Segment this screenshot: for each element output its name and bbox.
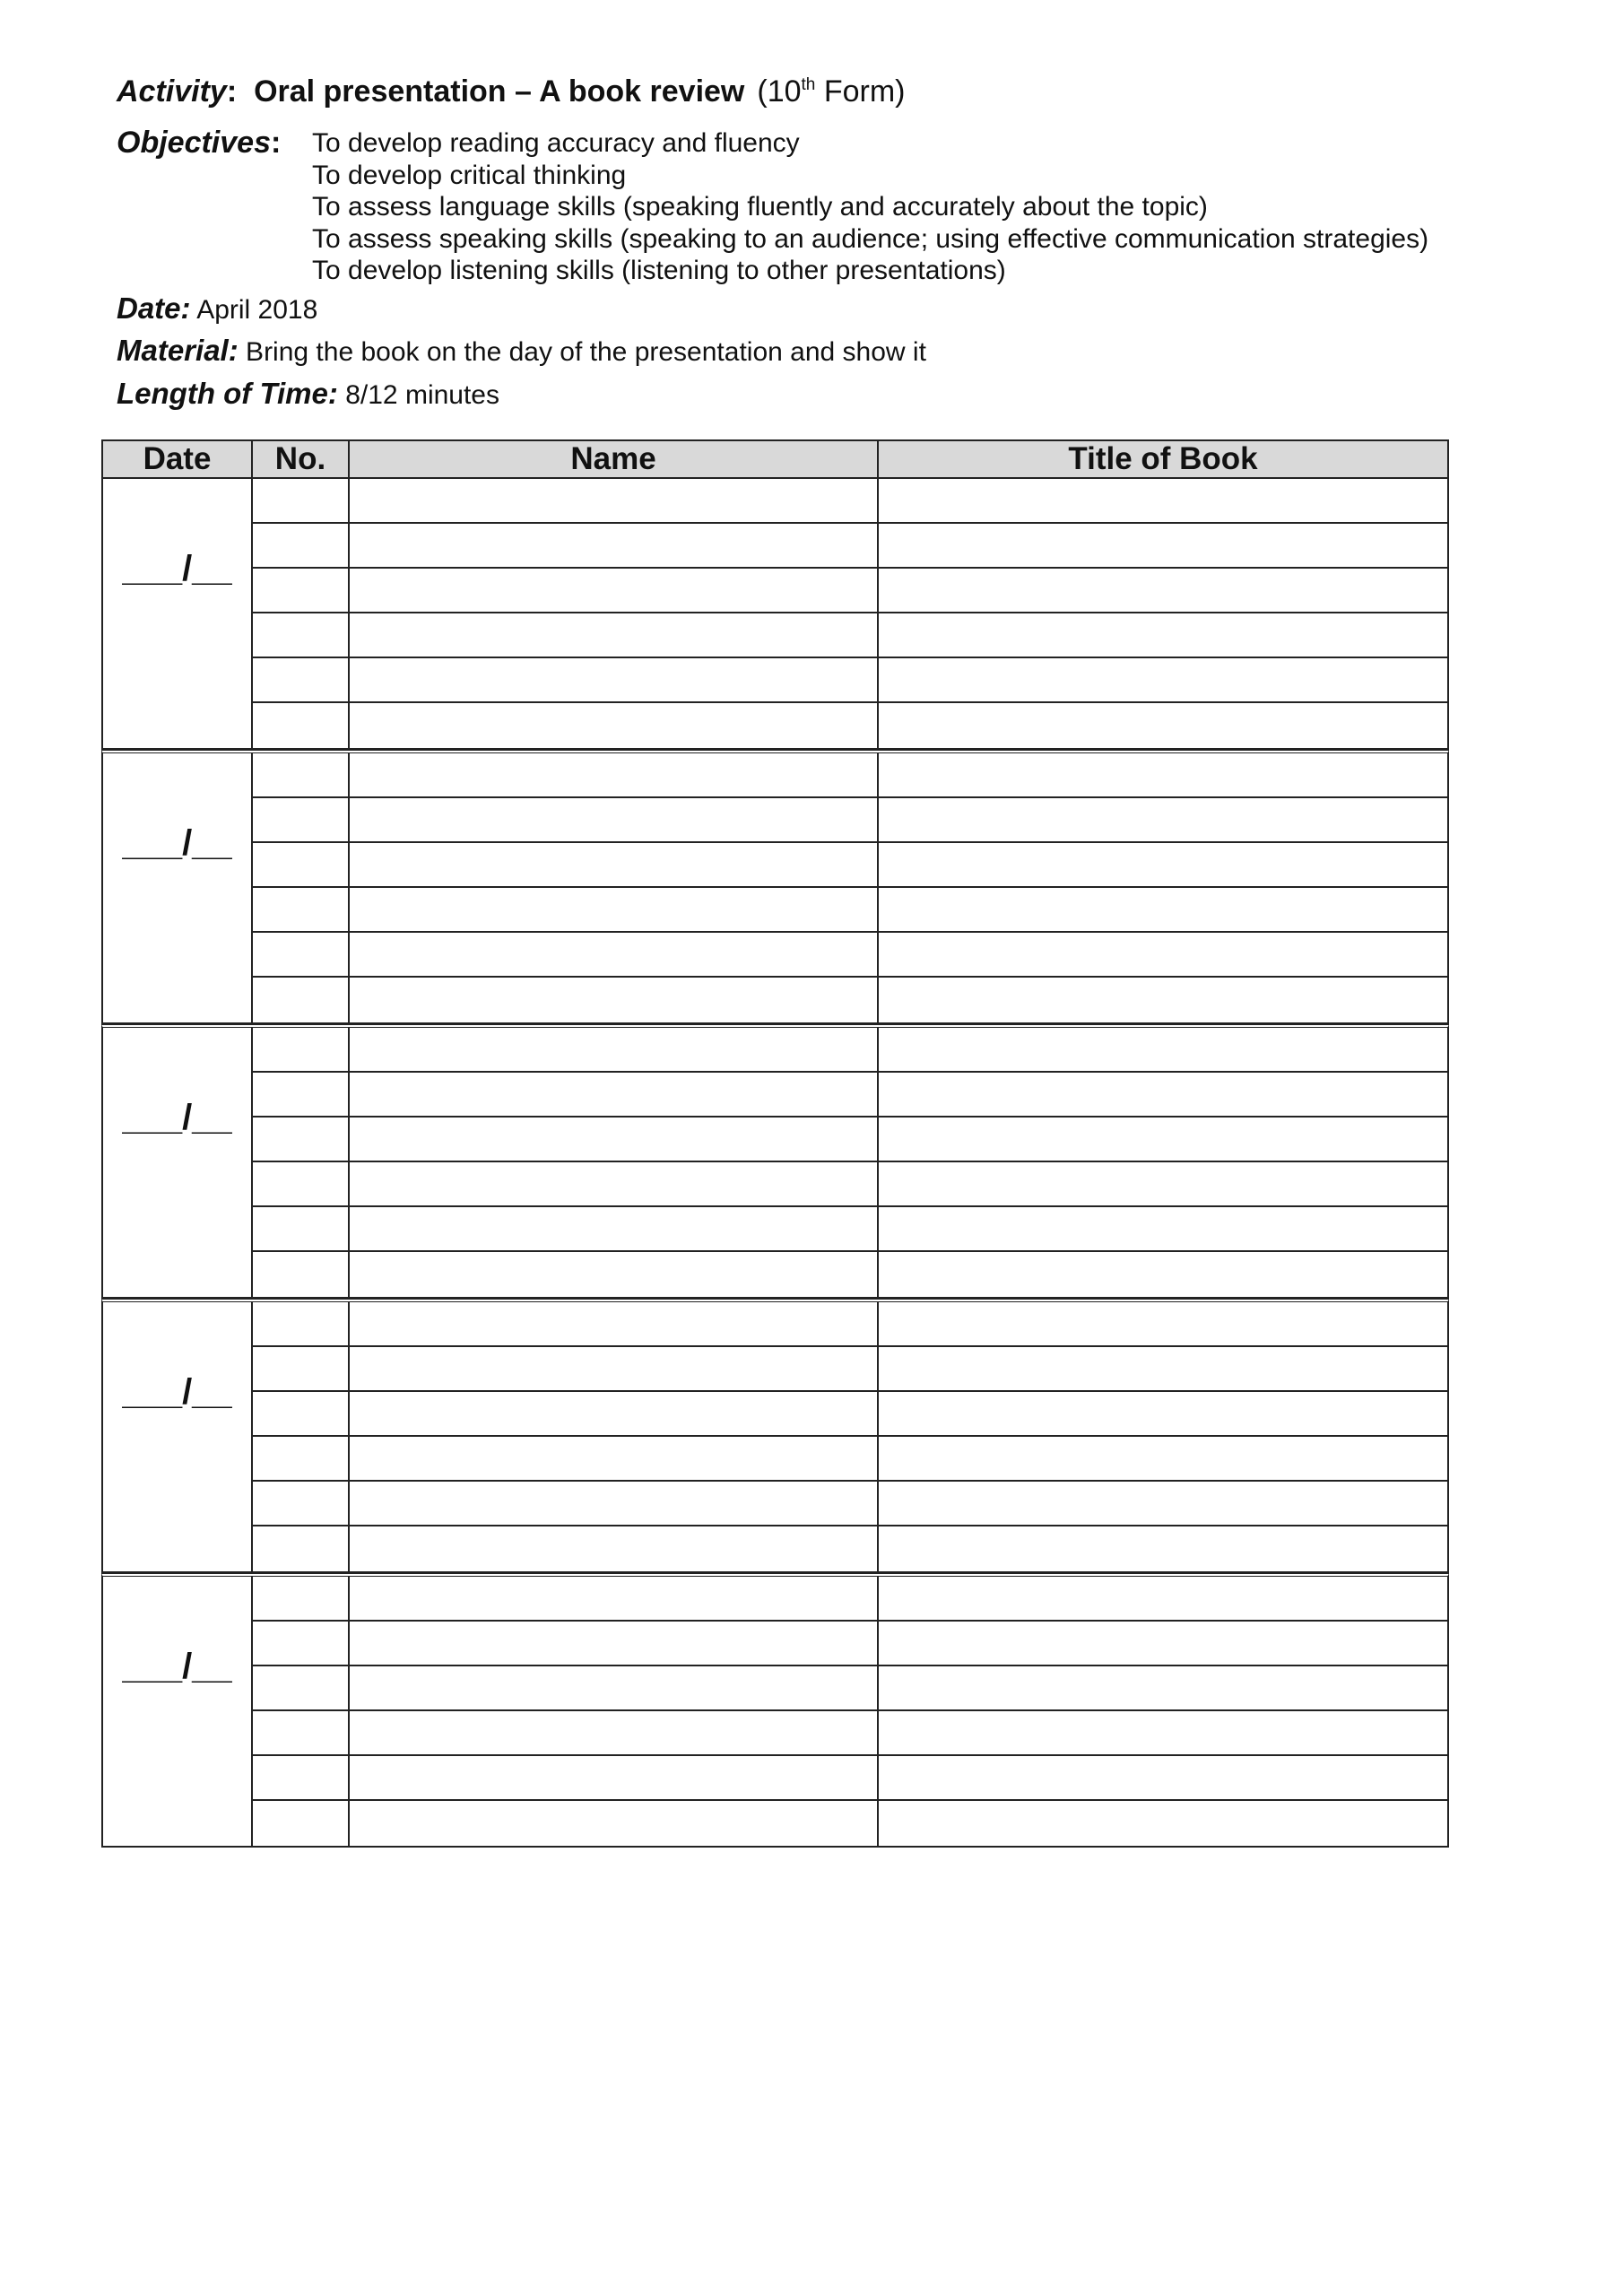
date-blank: ___/__ bbox=[122, 1098, 232, 1137]
number-cell[interactable] bbox=[253, 1347, 350, 1390]
name-cell[interactable] bbox=[350, 658, 879, 701]
book-title-cell[interactable] bbox=[879, 1392, 1447, 1435]
name-cell[interactable] bbox=[350, 933, 879, 976]
book-title-cell[interactable] bbox=[879, 1711, 1447, 1754]
material-line bbox=[117, 333, 1515, 375]
table-row bbox=[253, 524, 1447, 569]
group-rows bbox=[253, 753, 1447, 1022]
date-cell[interactable] bbox=[103, 1302, 253, 1571]
name-cell[interactable] bbox=[350, 888, 879, 931]
table-row bbox=[253, 1756, 1447, 1801]
table-row bbox=[253, 798, 1447, 843]
number-cell[interactable] bbox=[253, 524, 350, 567]
number-cell[interactable] bbox=[253, 1756, 350, 1799]
date-cell[interactable] bbox=[103, 479, 253, 748]
number-cell[interactable] bbox=[253, 933, 350, 976]
book-title-cell[interactable] bbox=[879, 753, 1447, 796]
book-title-cell[interactable] bbox=[879, 1028, 1447, 1071]
name-cell[interactable] bbox=[350, 1666, 879, 1709]
table-row bbox=[253, 1437, 1447, 1482]
length-separator: : bbox=[327, 377, 338, 410]
name-cell[interactable] bbox=[350, 1347, 879, 1390]
objective-item: To assess language skills (speaking fluently and accurately about the topic) bbox=[312, 192, 1208, 222]
material-value: Bring the book on the day of the presentation and show it bbox=[238, 337, 926, 367]
number-cell[interactable] bbox=[253, 1162, 350, 1205]
table-row bbox=[253, 1482, 1447, 1526]
table-body bbox=[101, 479, 1449, 1848]
activity-line bbox=[117, 70, 1515, 113]
book-title-cell[interactable] bbox=[879, 1073, 1447, 1116]
number-cell[interactable] bbox=[253, 1437, 350, 1480]
number-cell[interactable] bbox=[253, 1118, 350, 1161]
table-row bbox=[253, 933, 1447, 978]
length-value: 8/12 minutes bbox=[337, 380, 499, 410]
number-cell[interactable] bbox=[253, 1028, 350, 1071]
number-cell[interactable] bbox=[253, 703, 350, 748]
table-row bbox=[253, 1622, 1447, 1666]
number-cell[interactable] bbox=[253, 1666, 350, 1709]
objective-item: To assess speaking skills (speaking to an audience; using effective communication strategies) bbox=[312, 223, 1429, 254]
table-row bbox=[253, 703, 1447, 748]
number-cell[interactable] bbox=[253, 1252, 350, 1297]
book-title-cell[interactable] bbox=[879, 978, 1447, 1022]
name-cell[interactable] bbox=[350, 1302, 879, 1345]
column-header-date: Date bbox=[103, 441, 253, 477]
book-title-cell[interactable] bbox=[879, 1252, 1447, 1297]
number-cell[interactable] bbox=[253, 843, 350, 886]
book-title-cell[interactable] bbox=[879, 613, 1447, 657]
date-blank: ___/__ bbox=[122, 823, 232, 863]
name-cell[interactable] bbox=[350, 479, 879, 522]
name-cell[interactable] bbox=[350, 1028, 879, 1071]
name-cell[interactable] bbox=[350, 569, 879, 612]
date-group bbox=[101, 1299, 1449, 1573]
number-cell[interactable] bbox=[253, 1392, 350, 1435]
book-title-cell[interactable] bbox=[879, 843, 1447, 886]
table-row bbox=[253, 978, 1447, 1022]
table-row bbox=[253, 888, 1447, 933]
objectives-label-wrap bbox=[117, 126, 281, 160]
objective-item: To develop listening skills (listening to other presentations) bbox=[312, 256, 1006, 285]
table-row bbox=[253, 1207, 1447, 1252]
length-label: Length of Time bbox=[117, 377, 328, 410]
date-label: Date: bbox=[117, 291, 191, 325]
book-title-cell[interactable] bbox=[879, 1577, 1447, 1620]
book-title-cell[interactable] bbox=[879, 888, 1447, 931]
table-row bbox=[253, 1302, 1447, 1347]
date-group bbox=[101, 479, 1449, 750]
activity-separator: : bbox=[226, 74, 238, 109]
name-cell[interactable] bbox=[350, 753, 879, 796]
table-row bbox=[253, 1252, 1447, 1297]
activity-title: Oral presentation – A book review bbox=[254, 74, 745, 109]
name-cell[interactable] bbox=[350, 1252, 879, 1297]
objectives-list bbox=[312, 127, 1428, 287]
number-cell[interactable] bbox=[253, 1801, 350, 1846]
date-group bbox=[101, 1573, 1449, 1848]
group-rows bbox=[253, 479, 1447, 748]
presentation-schedule-table bbox=[101, 439, 1449, 1848]
length-line bbox=[117, 375, 1515, 419]
table-row bbox=[253, 1162, 1447, 1207]
table-row bbox=[253, 1073, 1447, 1118]
book-title-cell[interactable] bbox=[879, 1207, 1447, 1250]
name-cell[interactable] bbox=[350, 1526, 879, 1571]
table-row bbox=[253, 1028, 1447, 1073]
date-line bbox=[117, 291, 1515, 333]
name-cell[interactable] bbox=[350, 1073, 879, 1116]
table-row bbox=[253, 1577, 1447, 1622]
activity-form bbox=[757, 74, 905, 109]
date-blank: ___/__ bbox=[122, 1372, 232, 1412]
group-rows bbox=[253, 1028, 1447, 1297]
table-header-row bbox=[101, 439, 1449, 479]
name-cell[interactable] bbox=[350, 613, 879, 657]
table-row bbox=[253, 1118, 1447, 1162]
objective-item: To develop critical thinking bbox=[312, 160, 627, 190]
name-cell[interactable] bbox=[350, 1162, 879, 1205]
book-title-cell[interactable] bbox=[879, 703, 1447, 748]
date-blank: ___/__ bbox=[122, 1647, 232, 1686]
table-row bbox=[253, 479, 1447, 524]
book-title-cell[interactable] bbox=[879, 798, 1447, 841]
number-cell[interactable] bbox=[253, 658, 350, 701]
activity-form-ordinal: th bbox=[801, 75, 816, 94]
book-title-cell[interactable] bbox=[879, 1162, 1447, 1205]
date-group bbox=[101, 1024, 1449, 1299]
name-cell[interactable] bbox=[350, 798, 879, 841]
column-header-name: Name bbox=[350, 441, 879, 477]
number-cell[interactable] bbox=[253, 978, 350, 1022]
column-header-number: No. bbox=[253, 441, 350, 477]
book-title-cell[interactable] bbox=[879, 1347, 1447, 1390]
number-cell[interactable] bbox=[253, 569, 350, 612]
book-title-cell[interactable] bbox=[879, 1437, 1447, 1480]
book-title-cell[interactable] bbox=[879, 524, 1447, 567]
book-title-cell[interactable] bbox=[879, 1482, 1447, 1525]
date-group bbox=[101, 750, 1449, 1024]
book-title-cell[interactable] bbox=[879, 1666, 1447, 1709]
name-cell[interactable] bbox=[350, 843, 879, 886]
group-rows bbox=[253, 1302, 1447, 1571]
table-row bbox=[253, 1526, 1447, 1571]
book-title-cell[interactable] bbox=[879, 569, 1447, 612]
date-blank: ___/__ bbox=[122, 549, 232, 588]
name-cell[interactable] bbox=[350, 1756, 879, 1799]
table-row bbox=[253, 1347, 1447, 1392]
group-rows bbox=[253, 1577, 1447, 1846]
book-title-cell[interactable] bbox=[879, 658, 1447, 701]
name-cell[interactable] bbox=[350, 1392, 879, 1435]
table-row bbox=[253, 753, 1447, 798]
number-cell[interactable] bbox=[253, 1526, 350, 1571]
book-title-cell[interactable] bbox=[879, 1118, 1447, 1161]
table-row bbox=[253, 1801, 1447, 1846]
table-row bbox=[253, 1392, 1447, 1437]
activity-label: Activity bbox=[117, 74, 227, 109]
name-cell[interactable] bbox=[350, 1437, 879, 1480]
book-title-cell[interactable] bbox=[879, 1756, 1447, 1799]
material-label: Material bbox=[117, 334, 229, 367]
book-title-cell[interactable] bbox=[879, 1622, 1447, 1665]
date-cell[interactable] bbox=[103, 1577, 253, 1846]
number-cell[interactable] bbox=[253, 888, 350, 931]
objectives-block bbox=[117, 126, 1515, 287]
name-cell[interactable] bbox=[350, 703, 879, 748]
activity-form-open: (10 bbox=[757, 74, 802, 109]
number-cell[interactable] bbox=[253, 1302, 350, 1345]
book-title-cell[interactable] bbox=[879, 1526, 1447, 1571]
table-row bbox=[253, 569, 1447, 613]
date-cell[interactable] bbox=[103, 1028, 253, 1297]
name-cell[interactable] bbox=[350, 1622, 879, 1665]
table-row bbox=[253, 613, 1447, 658]
number-cell[interactable] bbox=[253, 1207, 350, 1250]
name-cell[interactable] bbox=[350, 1801, 879, 1846]
table-row bbox=[253, 1666, 1447, 1711]
name-cell[interactable] bbox=[350, 1711, 879, 1754]
book-title-cell[interactable] bbox=[879, 1302, 1447, 1345]
objectives-label: Objectives bbox=[117, 126, 271, 160]
book-title-cell[interactable] bbox=[879, 933, 1447, 976]
name-cell[interactable] bbox=[350, 1482, 879, 1525]
book-title-cell[interactable] bbox=[879, 479, 1447, 522]
number-cell[interactable] bbox=[253, 1482, 350, 1525]
name-cell[interactable] bbox=[350, 1577, 879, 1620]
name-cell[interactable] bbox=[350, 1207, 879, 1250]
book-title-cell[interactable] bbox=[879, 1801, 1447, 1846]
table-row bbox=[253, 658, 1447, 703]
name-cell[interactable] bbox=[350, 978, 879, 1022]
number-cell[interactable] bbox=[253, 1711, 350, 1754]
material-separator: : bbox=[228, 334, 239, 367]
date-cell[interactable] bbox=[103, 753, 253, 1022]
column-header-book-title: Title of Book bbox=[1068, 441, 1258, 476]
name-cell[interactable] bbox=[350, 1118, 879, 1161]
number-cell[interactable] bbox=[253, 613, 350, 657]
table-row bbox=[253, 1711, 1447, 1756]
table-row bbox=[253, 843, 1447, 888]
objectives-separator: : bbox=[270, 126, 282, 160]
activity-form-close: Form) bbox=[815, 74, 906, 109]
number-cell[interactable] bbox=[253, 1622, 350, 1665]
name-cell[interactable] bbox=[350, 524, 879, 567]
number-cell[interactable] bbox=[253, 753, 350, 796]
date-value: April 2018 bbox=[190, 295, 318, 325]
worksheet-header bbox=[117, 70, 1515, 419]
objective-item: To develop reading accuracy and fluency bbox=[312, 128, 800, 158]
number-cell[interactable] bbox=[253, 479, 350, 522]
number-cell[interactable] bbox=[253, 798, 350, 841]
number-cell[interactable] bbox=[253, 1073, 350, 1116]
number-cell[interactable] bbox=[253, 1577, 350, 1620]
